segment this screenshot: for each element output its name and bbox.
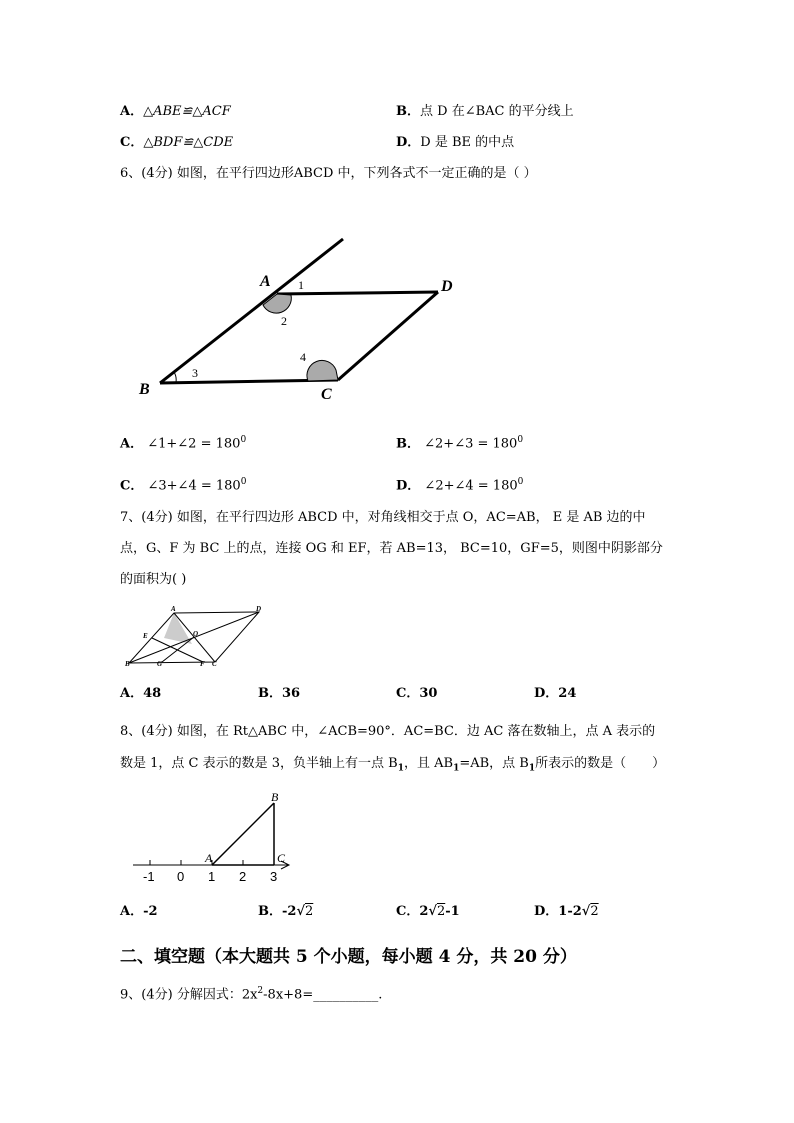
point-b-label: B bbox=[271, 790, 279, 804]
stem-text: =AB，点 B bbox=[459, 756, 529, 771]
superscript: 2 bbox=[257, 986, 264, 996]
tick-label: -1 bbox=[143, 869, 155, 884]
stem-text: 数是 1，点 C 表示的数是 3，负半轴上有一点 B bbox=[120, 756, 398, 771]
option-pre: 1-2 bbox=[558, 904, 582, 919]
option-text: 24 bbox=[558, 686, 577, 701]
q8-option-a[interactable] bbox=[120, 904, 158, 920]
option-label: C． bbox=[396, 686, 420, 701]
option-sup: 0 bbox=[240, 477, 247, 487]
option-label: C． bbox=[120, 478, 144, 494]
option-label: D． bbox=[534, 904, 559, 919]
option-text: 30 bbox=[419, 686, 438, 701]
tick-label: 3 bbox=[270, 869, 278, 884]
sqrt-sign: √ bbox=[428, 904, 437, 919]
vertex-b-label: B bbox=[139, 381, 150, 398]
option-label: B． bbox=[396, 436, 420, 452]
tick-label: 2 bbox=[239, 869, 247, 884]
subscript: 1 bbox=[397, 763, 404, 774]
option-label: D． bbox=[396, 135, 421, 150]
sqrt-radicand: 2 bbox=[590, 904, 599, 919]
option-text: ∠1+∠2 = 180 bbox=[147, 436, 241, 452]
section-heading: 二、填空题（本大题共 5 个小题，每小题 4 分，共 20 分） bbox=[120, 947, 577, 967]
option-label: B． bbox=[258, 904, 282, 919]
vertex-d-label: D bbox=[256, 605, 262, 613]
stem-text: ，且 AB bbox=[403, 756, 454, 771]
option-label: A． bbox=[120, 686, 144, 701]
stem-text: 所表示的数是（ ） bbox=[535, 756, 666, 771]
q9-stem bbox=[120, 983, 382, 1003]
point-o-label: O bbox=[193, 630, 199, 638]
angle-2-label: 2 bbox=[281, 314, 287, 328]
option-text: -2 bbox=[143, 904, 158, 919]
option-text: 48 bbox=[143, 686, 162, 701]
option-pre: 2 bbox=[419, 904, 429, 919]
option-text: ∠3+∠4 = 180 bbox=[147, 478, 241, 494]
vertex-b-label: B bbox=[125, 660, 130, 668]
point-g-label: G bbox=[157, 660, 163, 668]
q7-stem-line2: 点，G、F 为 BC 上的点，连接 OG 和 EF，若 AB=13， BC=10，GF=5，则图中阴影部分 bbox=[120, 541, 663, 556]
vertex-c-label: C bbox=[212, 660, 217, 668]
sqrt-sign: √ bbox=[296, 904, 305, 919]
tick-label: 1 bbox=[208, 869, 216, 884]
q7-stem-line3: 的面积为( ) bbox=[120, 572, 187, 587]
point-f-label: F bbox=[200, 660, 205, 668]
tick-label: 0 bbox=[177, 869, 185, 884]
option-label: A． bbox=[120, 104, 144, 119]
point-e-label: E bbox=[143, 632, 148, 640]
option-sup: 0 bbox=[517, 435, 524, 445]
q8-option-c[interactable] bbox=[396, 904, 460, 920]
option-label: A． bbox=[120, 436, 144, 452]
option-text: D 是 BE 的中点 bbox=[420, 135, 515, 150]
angle-4-label: 4 bbox=[300, 350, 306, 364]
option-post: -1 bbox=[445, 904, 460, 919]
vertex-a-label: A bbox=[260, 273, 271, 290]
point-a-label: A bbox=[205, 851, 213, 865]
sqrt-sign: √ bbox=[581, 904, 591, 919]
vertex-a-label: A bbox=[171, 605, 176, 613]
option-text: 36 bbox=[282, 686, 301, 701]
option-text: △BDF≌△CDE bbox=[143, 135, 234, 150]
q6-stem: 6、(4分) 如图，在平行四边形ABCD 中，下列各式不一定正确的是（ ） bbox=[120, 166, 537, 181]
option-label: B． bbox=[396, 104, 420, 119]
q8-option-d[interactable] bbox=[534, 904, 599, 920]
option-text: ∠2+∠4 = 180 bbox=[424, 478, 518, 494]
stem-text: 9、(4分) 分解因式：2x bbox=[120, 987, 258, 1003]
q8-stem-line1: 8、(4分) 如图，在 Rt△ABC 中，∠ACB=90°．AC=BC．边 AC 落在数轴上，点 A 表示的 bbox=[120, 724, 656, 739]
option-text: ∠2+∠3 = 180 bbox=[424, 436, 518, 452]
option-label: C． bbox=[120, 135, 144, 150]
sqrt-radicand: 2 bbox=[436, 904, 446, 919]
option-sup: 0 bbox=[240, 435, 247, 445]
option-label: B． bbox=[258, 686, 282, 701]
q7-stem-line1: 7、(4分) 如图，在平行四边形 ABCD 中，对角线相交于点 O，AC=AB， E 是 AB 边的中 bbox=[120, 510, 646, 525]
option-sup: 0 bbox=[517, 477, 524, 487]
option-label: D． bbox=[396, 478, 421, 494]
point-c-label: C bbox=[277, 851, 286, 865]
subscript: 1 bbox=[528, 763, 536, 774]
stem-text: -8x+8=__________. bbox=[263, 987, 383, 1003]
vertex-c-label: C bbox=[321, 386, 332, 403]
subscript: 1 bbox=[453, 763, 460, 774]
option-label: D． bbox=[534, 686, 559, 701]
angle-3-label: 3 bbox=[192, 366, 198, 380]
vertex-d-label: D bbox=[441, 278, 453, 295]
q8-option-b[interactable] bbox=[258, 904, 313, 920]
option-text: △ABE≌△ACF bbox=[143, 104, 231, 119]
sqrt-radicand: 2 bbox=[305, 904, 314, 919]
option-label: A． bbox=[120, 904, 144, 919]
option-text: 点 D 在∠BAC 的平分线上 bbox=[420, 104, 574, 119]
option-label: C． bbox=[396, 904, 420, 919]
option-pre: -2 bbox=[282, 904, 297, 919]
angle-1-label: 1 bbox=[298, 278, 304, 292]
